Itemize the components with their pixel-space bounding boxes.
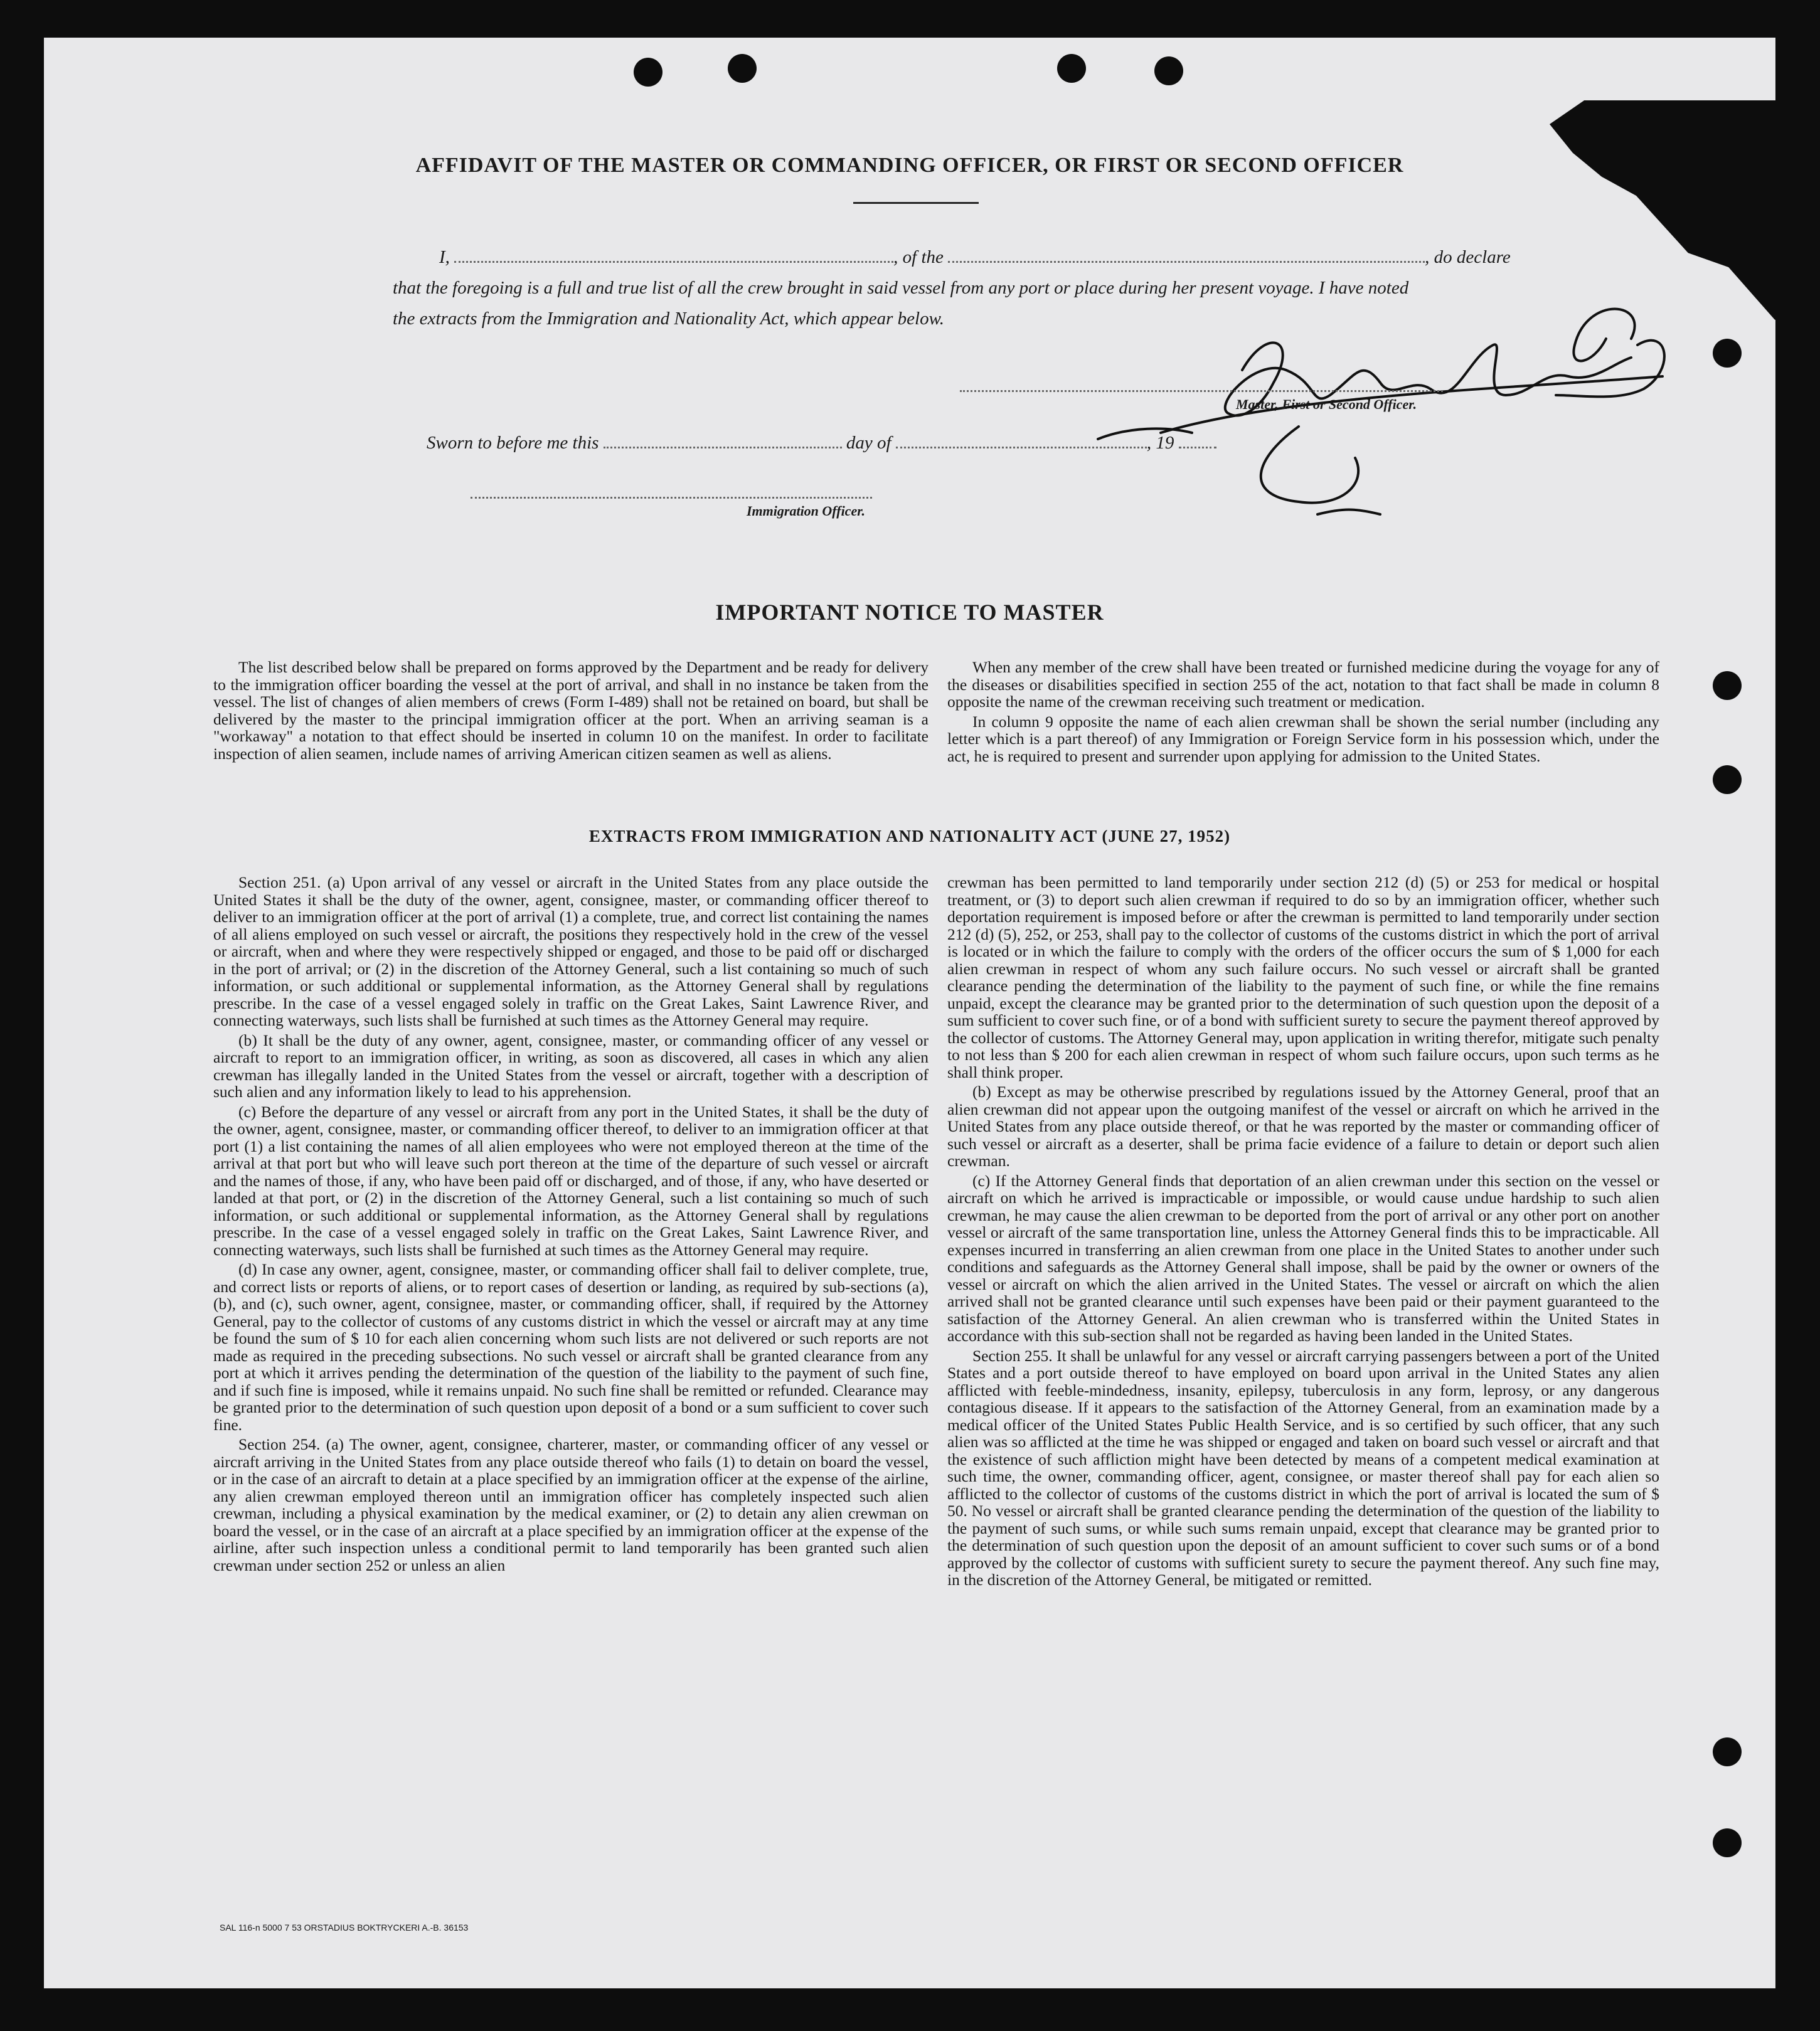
- vessel-blank[interactable]: [948, 248, 1425, 263]
- punch-hole: [1713, 765, 1742, 794]
- month-blank[interactable]: [896, 434, 1147, 448]
- immigration-caption: Immigration Officer.: [747, 503, 866, 519]
- punch-hole: [1713, 671, 1742, 700]
- notice-right-column: [947, 659, 1659, 765]
- immigration-signature-line: [471, 483, 872, 504]
- punch-hole: [634, 58, 663, 87]
- declaration-start: I,: [439, 247, 450, 267]
- form-code: SAL 116-n 5000 7 53 ORSTADIUS BOKTRYCKERI A.-B. 36153: [220, 1922, 469, 1933]
- notice-paragraph: In column 9 opposite the name of each alien crewman shall be shown the serial number (including any letter which is a part thereof) of any Immigration or Foreign Service form in his possession which, under the act, he is required to present and surrender upon applying for admission to the United States.: [947, 712, 1659, 765]
- sworn-line: [427, 433, 1216, 453]
- sworn-year-label: , 19: [1146, 433, 1174, 453]
- notice-title: IMPORTANT NOTICE TO MASTER: [715, 600, 1104, 625]
- name-blank[interactable]: [454, 248, 893, 263]
- title-rule: [853, 202, 979, 204]
- punch-hole: [1713, 339, 1742, 368]
- extracts-left-column: [213, 874, 929, 1574]
- declaration-line-1: [439, 247, 1511, 268]
- section-paragraph: (c) Before the departure of any vessel or aircraft from any port in the United States, it shall be the duty of the owner, agent, consignee, master, or commanding officer thereof, to deliver to an immigration officer at that port (1) a list containing the names of all alien employees who were not employed thereon at the time of the arrival at that port but who will leave such port thereon at the time of the departure of such vessel or aircraft and the names of those, if any, who have been paid off or discharged, and of those, if any, who have deserted or landed at that port, or (2) in the discretion of the Attorney General, such a list containing so much of such information, or such additional or supplemental information, as the Attorney General shall by regulations prescribe. In the case of a vessel engaged solely in traffic on the Great Lakes, Saint Lawrence River, and connecting waterways, such lists shall be furnished at such times as the Attorney General may require.: [213, 1102, 929, 1259]
- section-paragraph: (c) If the Attorney General finds that deportation of an alien crewman under this section on the vessel or aircraft on which he arrived is impracticable or impossible, or would cause undue hardship to such alien crewman, he may cause the alien crewman to be deported from the port of arrival or any other port on another vessel or aircraft of the same transportation line, unless the Attorney General finds this to be impracticable. All expenses incurred in transferring an alien crewman from one place in the United States to another under such conditions and safeguards as the Attorney General shall impose, shall be paid by the owner or owners of the vessel or aircraft on which the alien arrived in the United States. The vessel or aircraft on which the alien arrived shall not be granted clearance until such expenses have been paid or their payment guaranteed to the satisfaction of the Attorney General. An alien crewman who is transferred within the United States in accordance with this sub-section shall not be regarded as having been landed in the United States.: [947, 1171, 1659, 1345]
- punch-hole: [1713, 1828, 1742, 1857]
- declaration-line-2: that the foregoing is a full and true list of all the crew brought in said vessel from any port or place during her present voyage. I have noted: [393, 278, 1409, 298]
- extracts-title: EXTRACTS FROM IMMIGRATION AND NATIONALITY ACT (JUNE 27, 1952): [588, 827, 1231, 846]
- section-paragraph: (d) In case any owner, agent, consignee, master, or commanding officer shall fail to deliver complete, true, and correct lists or reports of aliens, or to report cases of desertion or landing, as required by sub-sections (a), (b), and (c), such owner, agent, consignee, master, or commanding officer, shall, if required by the Attorney General, pay to the collector of customs of any customs district in which the vessel or aircraft may at any time be found the sum of $ 10 for each alien concerning whom such lists are not delivered or such reports are not made as required in the preceding subsections. No such vessel or aircraft shall be granted clearance from any port at which it arrives pending the determination of the question of the liability to the payment of such fine, and if such fine is imposed, while it remains unpaid. No such fine shall be remitted or refunded. Clearance may be granted prior to the determination of such question upon deposit of a bond or a sum sufficient to cover such fine.: [213, 1260, 929, 1434]
- day-blank[interactable]: [604, 434, 842, 448]
- section-paragraph: Section 251. (a) Upon arrival of any vessel or aircraft in the United States from any place outside the United States it shall be the duty of the owner, agent, consignee, master, or commanding officer thereof to deliver to an immigration officer at the port of arrival (1) a complete, true, and correct list containing the names of all aliens employed on such vessel or aircraft, the positions they respectively hold in the crew of the vessel or aircraft, when and where they were respectively shipped or engaged, and those to be paid off or discharged in the port of arrival; or (2) in the discretion of the Attorney General, such a list containing so much of such information, or such additional or supplemental information, as the Attorney General shall by regulations prescribe. In the case of a vessel engaged solely in traffic on the Great Lakes, Saint Lawrence River, and connecting waterways, such lists shall be furnished at such times as the Attorney General may require.: [213, 873, 929, 1029]
- affidavit-title: AFFIDAVIT OF THE MASTER OR COMMANDING OFFICER, OR FIRST OR SECOND OFFICER: [415, 154, 1404, 177]
- immigration-officer-blank[interactable]: [471, 484, 872, 499]
- master-blank[interactable]: [960, 378, 1443, 392]
- section-paragraph: crewman has been permitted to land temporarily under section 212 (d) (5) or 253 for medical or hospital treatment, or (3) to deport such alien crewman if required to do so by an immigration officer, whether such deportation requirement is imposed before or after the crewman is permitted to land temporarily under section 212 (d) (5), 252, or 253, shall pay to the collector of customs of the customs district in which the port of arrival is located or in which the failure to comply with the orders of the officer occurs the sum of $ 1,000 for each alien crewman in respect of whom any such failure occurs. No such vessel or aircraft shall be granted clearance pending the determination of the liability to the payment of such fine, or while the fine remains unpaid, except the clearance may be granted prior to the determination of such question upon the deposit of a sum sufficient to cover such fine, or of a bond with sufficient surety to secure the payment thereof approved by the collector of customs. The Attorney General may, upon application in writing therefor, mitigate such penalty to not less than $ 200 for each alien crewman in respect of whom such failure occurs, upon such terms as he shall think proper.: [947, 873, 1659, 1081]
- notice-left-column: [213, 659, 929, 762]
- punch-hole: [728, 54, 757, 83]
- section-paragraph: (b) It shall be the duty of any owner, agent, consignee, master, or commanding officer of any vessel or aircraft to report to an immigration officer, in writing, as soon as discovered, all cases in which any alien crewman has illegally landed in the United States from the vessel or aircraft, together with a description of such alien and any information likely to lead to his apprehension.: [213, 1031, 929, 1101]
- notice-paragraph: The list described below shall be prepared on forms approved by the Department and be ready for delivery to the immigration officer boarding the vessel at the port of arrival, and shall in no instance be taken from the vessel. The list of changes of alien members of crews (Form I-489) shall not be retained on board, but shall be delivered by the master to the principal immigration officer at the port. When an arriving seaman is a "workaway" a notation to that effect should be inserted in column 10 on the manifest. In order to facilitate inspection of alien seamen, include names of arriving American citizen seamen as well as aliens.: [213, 658, 929, 763]
- notice-paragraph: When any member of the crew shall have been treated or furnished medicine during the voyage for any of the diseases or disabilities specified in section 255 of the act, notation to that fact shall be made in column 8 opposite the name of the crewman receiving such treatment or medication.: [947, 658, 1659, 711]
- punch-hole: [1057, 54, 1086, 83]
- declaration-mid: , of the: [893, 247, 944, 267]
- declaration-end: , do declare: [1425, 247, 1511, 267]
- year-blank[interactable]: [1179, 434, 1216, 448]
- punch-hole: [1154, 56, 1183, 85]
- document-page: [44, 38, 1775, 1988]
- master-signature-line: [960, 376, 1443, 397]
- sworn-day-label: day of: [846, 433, 891, 453]
- punch-hole: [1713, 1737, 1742, 1766]
- section-paragraph: (b) Except as may be otherwise prescribed by regulations issued by the Attorney General, proof that an alien crewman did not appear upon the outgoing manifest of the vessel or aircraft on which he arrived in the United States from any place outside thereof, or that he was reported by the master or commanding officer of such vessel or aircraft as a deserter, shall be prima facie evidence of a failure to detain or deport such alien crewman.: [947, 1083, 1659, 1170]
- section-paragraph: Section 254. (a) The owner, agent, consignee, charterer, master, or commanding officer of any vessel or aircraft arriving in the United States from any place outside thereof who fails (1) to detain on board the vessel, or in the case of an aircraft to detain at a place specified by an immigration officer at the expense of the airline, any alien crewman employed thereon until an immigration officer has completely inspected such alien crewman, including a physical examination by the medical examiner, or (2) to detain any alien crewman on board the vessel, or in the case of an aircraft at a place specified by an immigration officer at the expense of the airline, after such inspection unless a conditional permit to land temporarily has been granted such alien crewman under section 252 or unless an alien: [213, 1435, 929, 1574]
- declaration-line-3: the extracts from the Immigration and Nationality Act, which appear below.: [393, 309, 945, 329]
- master-caption: Master, First or Second Officer.: [1236, 396, 1417, 412]
- sworn-start: Sworn to before me this: [427, 433, 599, 453]
- extracts-right-column: [947, 874, 1659, 1589]
- signature: [1004, 301, 1694, 527]
- section-paragraph: Section 255. It shall be unlawful for any vessel or aircraft carrying passengers between a port of the United States and a port outside thereof to have employed on board upon arrival in the United States any alien afflicted with feeble-mindedness, insanity, epilepsy, tuberculosis in any form, leprosy, or any dangerous contagious disease. If it appears to the satisfaction of the Attorney General, from an examination made by a medical officer of the United States Public Health Service, and is so certified by such officer, that any such alien was so afflicted at the time he was shipped or engaged and taken on board such vessel or aircraft and that the existence of such affliction might have been detected by means of a competent medical examination at such time, the owner, commanding officer, agent, consignee, or master thereof shall pay for each alien so afflicted to the collector of customs of the customs district in which the port of arrival is located the sum of $ 50. No vessel or aircraft shall be granted clearance pending the determination of the question of the liability to the payment of such sums, or while such sums remain unpaid, except that clearance may be granted prior to the determination of such question upon the deposit of an amount sufficient to cover such sums or of a bond approved by the collector of customs with sufficient surety to secure the payment thereof. Any such fine may, in the discretion of the Attorney General, be mitigated or remitted.: [947, 1346, 1659, 1589]
